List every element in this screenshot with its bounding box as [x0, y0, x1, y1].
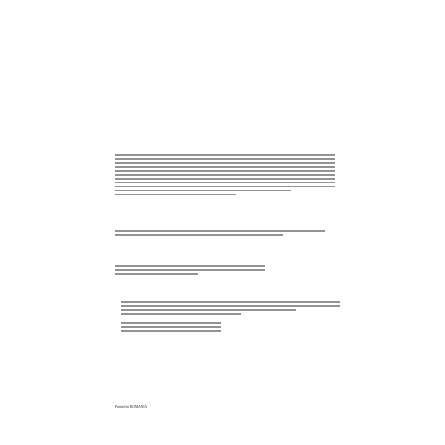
rights-line — [115, 166, 335, 168]
cover-line — [115, 234, 283, 236]
rights-line — [115, 162, 335, 164]
cip-block — [115, 300, 340, 334]
printed-in: Printed in ROMANIA — [115, 405, 148, 409]
cip-subject-line — [121, 330, 221, 332]
printed-in-block — [115, 405, 337, 409]
rights-line — [115, 154, 335, 156]
cip-summary-line — [121, 305, 340, 307]
rights-line — [115, 186, 335, 188]
cip-subject-line — [121, 326, 221, 328]
cover-line — [115, 230, 325, 232]
rights-line — [115, 174, 335, 176]
cover-block — [115, 230, 325, 238]
rights-paragraph — [115, 154, 335, 198]
publisher-address — [115, 265, 265, 275]
publisher-address-line — [115, 273, 198, 275]
cip-subjects — [115, 322, 221, 332]
cip-summary — [115, 301, 340, 315]
rights-line — [115, 194, 236, 196]
cip-summary-line — [121, 313, 241, 315]
publisher-address-line — [115, 265, 265, 267]
rights-line — [115, 170, 335, 172]
rights-line — [115, 158, 335, 160]
publisher-block — [115, 264, 315, 277]
rights-line — [115, 178, 335, 180]
cip-summary-line — [121, 301, 340, 303]
publisher-address-line — [115, 269, 265, 271]
cip-subject-line — [121, 322, 221, 324]
cip-summary-line — [121, 309, 296, 311]
rights-line — [115, 190, 291, 192]
rights-line — [115, 182, 335, 184]
